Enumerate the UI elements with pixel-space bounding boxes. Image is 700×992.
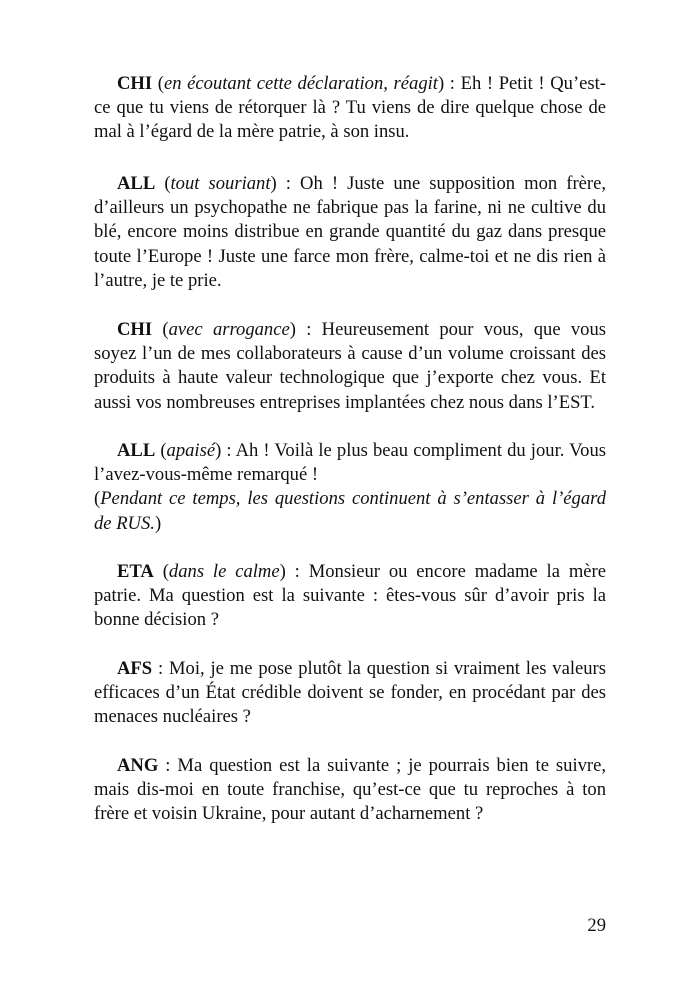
dialogue-paragraph-ang: [94, 754, 606, 827]
dialogue-text: : Heureusement pour vous, que vous soyez l’un de mes collaborateurs à cause d’un volume croissant des produits à haute valeur technologique que j’exporte chez vous. Et aussi vos nombreuses entreprises implantées chez nous dans l’EST.: [94, 319, 606, 413]
paren-close: ): [215, 440, 222, 461]
paren-close: ): [437, 73, 445, 94]
paren-close: ): [279, 561, 286, 582]
page-number: 29: [587, 915, 606, 936]
dialogue-text: : Ma question est la suivante ; je pourrais bien te suivre, mais dis-moi en toute franchise, qu’est-ce que tu reproches à ton frère et voisin Ukraine, pour autant d’acharnement ?: [94, 755, 606, 825]
speaker-name: AFS: [117, 658, 153, 679]
paren-open: (: [152, 73, 164, 94]
dialogue-text: : Moi, je me pose plutôt la question si vraiment les valeurs efficaces d’un État crédible doivent se fonder, en procédant par des menaces nucléaires ?: [94, 658, 606, 728]
paren-open: (: [155, 173, 171, 194]
dialogue-paragraph-all-1: [94, 172, 606, 293]
direction-paren-open: (: [94, 488, 101, 510]
stage-direction-general: Pendant ce temps, les questions continuent à s’entasser à l’égard de RUS.: [94, 488, 606, 534]
dialogue-text: : Monsieur ou encore madame la mère patrie. Ma question est la suivante : êtes-vous sûr d’avoir pris la bonne décision ?: [94, 561, 606, 631]
speaker-name: ANG: [117, 755, 159, 776]
stage-direction: avec arrogance: [168, 319, 290, 340]
paren-open: (: [152, 319, 169, 340]
paren-close: ): [289, 319, 296, 340]
dialogue-paragraph-chi-1: [94, 72, 606, 145]
speaker-name: ALL: [117, 440, 156, 461]
direction-paren-close: ): [154, 512, 162, 534]
paren-open: (: [153, 561, 169, 582]
dialogue-paragraph-eta: [94, 560, 606, 633]
speaker-name: CHI: [117, 319, 153, 340]
paren-close: ): [270, 173, 277, 194]
speaker-name: CHI: [117, 73, 153, 94]
dialogue-paragraph-afs: [94, 657, 606, 730]
speaker-name: ALL: [117, 173, 156, 194]
dialogue-paragraph-chi-2: [94, 318, 606, 415]
stage-direction: tout souriant: [170, 173, 271, 194]
stage-direction: apaisé: [166, 440, 216, 461]
dialogue-text: : Eh ! Petit ! Qu’est-ce que tu viens de rétorquer là ? Tu viens de dire quelque chose de mal à l’égard de la mère patrie, à son insu.: [94, 73, 607, 143]
dialogue-text: : Ah ! Voilà le plus beau compliment du jour. Vous l’avez-vous-même remarqué !: [94, 440, 606, 486]
dialogue-paragraph-all-2: [94, 439, 606, 536]
speaker-name: ETA: [117, 561, 154, 582]
stage-direction: en écoutant cette déclaration, réagit: [163, 73, 438, 94]
stage-direction: dans le calme: [168, 561, 280, 582]
paren-open: (: [155, 440, 167, 461]
dialogue-text: : Oh ! Juste une supposition mon frère, d’ailleurs un psychopathe ne fabrique pas la farine, ni ne cultive du blé, encore moins distribue en grande quantité du gaz dans presque toute l’Europe ! Juste une farce mon frère, calme-toi et ne dis rien à l’autre, je te prie.: [94, 173, 606, 291]
